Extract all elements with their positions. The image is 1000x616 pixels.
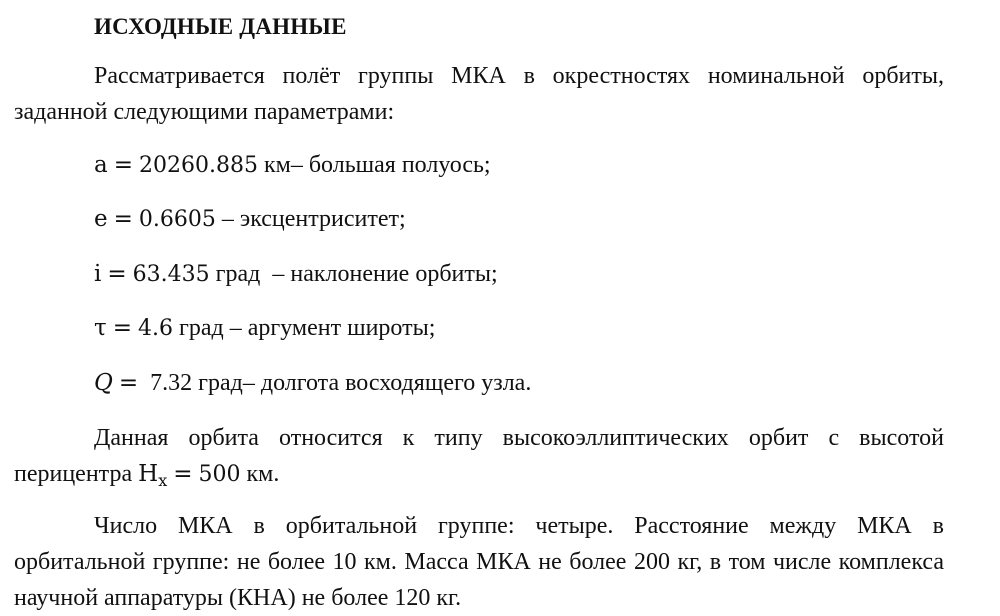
group-paragraph: Число МКА в орбитальной группе: четыре. Расстояние между МКА в орбитальной группе: не более 10 км. Масса МКА не более 200 кг, в том числе комплекса научной аппаратуры (КНА) не более 120 кг. bbox=[14, 513, 944, 611]
param-desc: – наклонение орбиты; bbox=[272, 261, 498, 287]
param-argument-of-latitude bbox=[94, 313, 435, 344]
param-inclination bbox=[94, 259, 498, 290]
param-desc: – эксцентриситет; bbox=[221, 206, 406, 232]
param-equals: = bbox=[107, 261, 127, 287]
param-equals: = bbox=[112, 315, 133, 341]
param-semi-major-axis bbox=[94, 150, 491, 181]
perigee-value: 500 bbox=[198, 462, 241, 487]
param-symbol: i bbox=[94, 261, 102, 287]
param-equals: = bbox=[113, 206, 133, 232]
param-value: 7.32 bbox=[150, 370, 193, 396]
param-value: 20260.885 bbox=[139, 153, 258, 178]
orbit-type-paragraph bbox=[14, 420, 944, 499]
param-unit: град bbox=[198, 370, 243, 396]
param-unit: км bbox=[263, 152, 291, 178]
param-symbol: e bbox=[94, 206, 108, 232]
param-desc: – долгота восходящего узла. bbox=[242, 370, 532, 396]
param-eccentricity bbox=[94, 204, 406, 235]
param-desc: – большая полуось; bbox=[290, 152, 491, 178]
param-ascending-node bbox=[94, 368, 531, 398]
param-unit: град bbox=[179, 315, 224, 341]
perigee-unit: км. bbox=[246, 461, 280, 487]
perigee-subscript: x bbox=[158, 471, 168, 490]
param-equals: = bbox=[113, 152, 133, 178]
param-equals: = bbox=[118, 370, 139, 396]
section-heading: ИСХОДНЫЕ ДАННЫЕ bbox=[94, 14, 347, 39]
param-desc: – аргумент широты; bbox=[229, 315, 436, 341]
param-value: 4.6 bbox=[138, 316, 174, 341]
param-value: 0.6605 bbox=[138, 207, 216, 232]
param-unit: град bbox=[215, 261, 261, 287]
param-symbol: a bbox=[94, 152, 108, 178]
perigee-symbol: H bbox=[138, 461, 159, 487]
perigee-equals: = bbox=[173, 461, 193, 487]
param-value: 63.435 bbox=[132, 262, 210, 287]
intro-paragraph: Рассматривается полёт группы МКА в окрестностях номинальной орбиты, заданной следующими параметрами: bbox=[14, 63, 944, 125]
param-symbol: τ bbox=[94, 315, 107, 341]
orbit-text: Данная орбита относится к типу высокоэллиптических орбит с высотой перицентра bbox=[14, 425, 944, 487]
param-symbol: Q bbox=[94, 370, 113, 396]
